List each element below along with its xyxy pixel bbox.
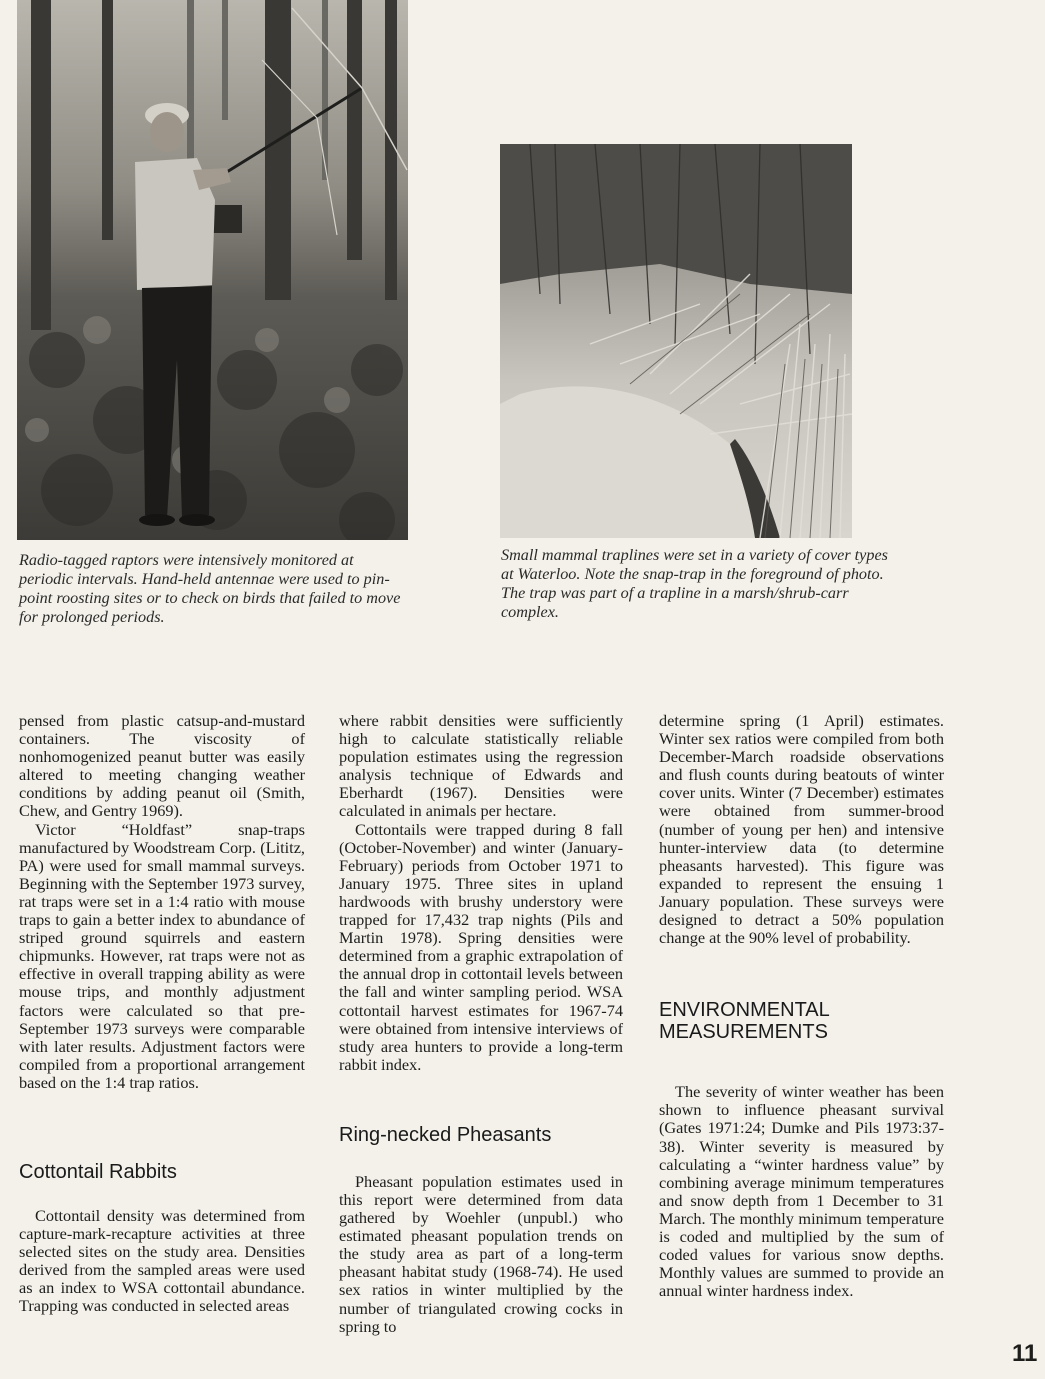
photo-caption-left: Radio-tagged raptors were intensively monitored at periodic intervals. Hand-held antennae were used to pin-point roosting sites or to check on birds that failed to move for prolonged periods. (19, 551, 401, 626)
text-column-1 (19, 712, 305, 1316)
photo-marsh-trapline-image (500, 144, 852, 538)
paragraph: where rabbit densities were sufficiently high to calculate statistically reliable population estimates using the regression analysis technique of Edwards and Eberhardt (1967). Densities were calculated in animals per hectare. (339, 711, 623, 821)
heading-line: MEASUREMENTS (659, 1021, 828, 1044)
photo-radio-tracking (17, 0, 408, 540)
photo-caption-right: Small mammal traplines were set in a variety of cover types at Waterloo. Note the snap-trap in the foreground of photo. The trap was part of a trapline in a marsh/shrub-carr complex. (501, 546, 888, 621)
photo-marsh-trapline (500, 144, 852, 538)
page-number: 11 (1012, 1340, 1038, 1367)
section-heading-ring-necked-pheasants: Ring-necked Pheasants (339, 1123, 552, 1146)
section-heading-environmental-measurements (659, 999, 944, 1043)
paragraph: Cottontail density was determined from capture-mark-recapture activities at three selected sites on the study area. Densities derived from the sampled areas were used as an index to WSA cottontail abundance. Trapping was conducted in selected areas (19, 1205, 305, 1316)
text-column-3 (659, 712, 944, 1300)
section-heading-cottontail-rabbits: Cottontail Rabbits (19, 1160, 177, 1183)
heading-line: ENVIRONMENTAL (659, 999, 830, 1022)
photo-radio-tracking-image (17, 0, 408, 540)
paragraph: determine spring (1 April) estimates. Winter sex ratios were compiled from both December-March roadside observations and flush counts during beatouts of winter cover units. Winter (7 December) estimates were obtained from summer-brood (number of young per hen) and intensive hunter-interview data (to determine pheasants harvested). This figure was expanded to represent the ensuing 1 January population. These surveys were designed to detract a 50% population change at the 90% level of probability. (659, 711, 944, 948)
paragraph: The severity of winter weather has been shown to influence pheasant survival (Gates 1971:24; Dumke and Pils 1973:37-38). Winter severity is measured by calculating a “winter hardness value” by combining average minimum temperatures and snow depth from 1 December to 31 March. The monthly minimum temperature is coded and multiplied by the sum of coded values for various snow depths. Monthly values are summed to provide an annual winter hardness index. (659, 1082, 944, 1301)
text-column-2 (339, 712, 623, 1336)
paragraph: Victor “Holdfast” snap-traps manufactured by Woodstream Corp. (Lititz, PA) were used for small mammal surveys. Beginning with the September 1973 survey, rat traps were set in a 1:4 ratio with mouse traps to gain a better index to abundance of striped ground squirrels and eastern chipmunks. However, rat traps were not as effective in overall trapping ability as were mouse trips, and monthly adjustment factors were calculated so that pre-September 1973 surveys were comparable with later results. Adjustment factors were compiled from a proportional arrangement based on the 1:4 trap ratios. (19, 819, 305, 1092)
paragraph: pensed from plastic catsup-and-mustard containers. The viscosity of nonhomogenized peanut butter was easily altered to meeting changing weather conditions by adding peanut oil (Smith, Chew, and Gentry 1969). (19, 711, 305, 821)
paragraph: Pheasant population estimates used in this report were determined from data gathered by Woehler (unpubl.) who estimated pheasant population trends on the study area as part of a long-term pheasant habitat study (1968-74). He used sex ratios in winter multiplied by the number of triangulated crowing cocks in spring to (339, 1171, 623, 1336)
paragraph: Cottontails were trapped during 8 fall (October-November) and winter (January-February) periods from October 1971 to January 1975. Three sites in upland hardwoods with brushy understory were trapped for 17,432 trap nights (Pils and Martin 1978). Spring densities were determined from a graphic extrapolation of the annual drop in cottontail levels between the fall and winter sampling period. WSA cottontail harvest estimates for 1967-74 were obtained from intensive interviews of study area hunters to provide a long-term rabbit index. (339, 819, 623, 1074)
